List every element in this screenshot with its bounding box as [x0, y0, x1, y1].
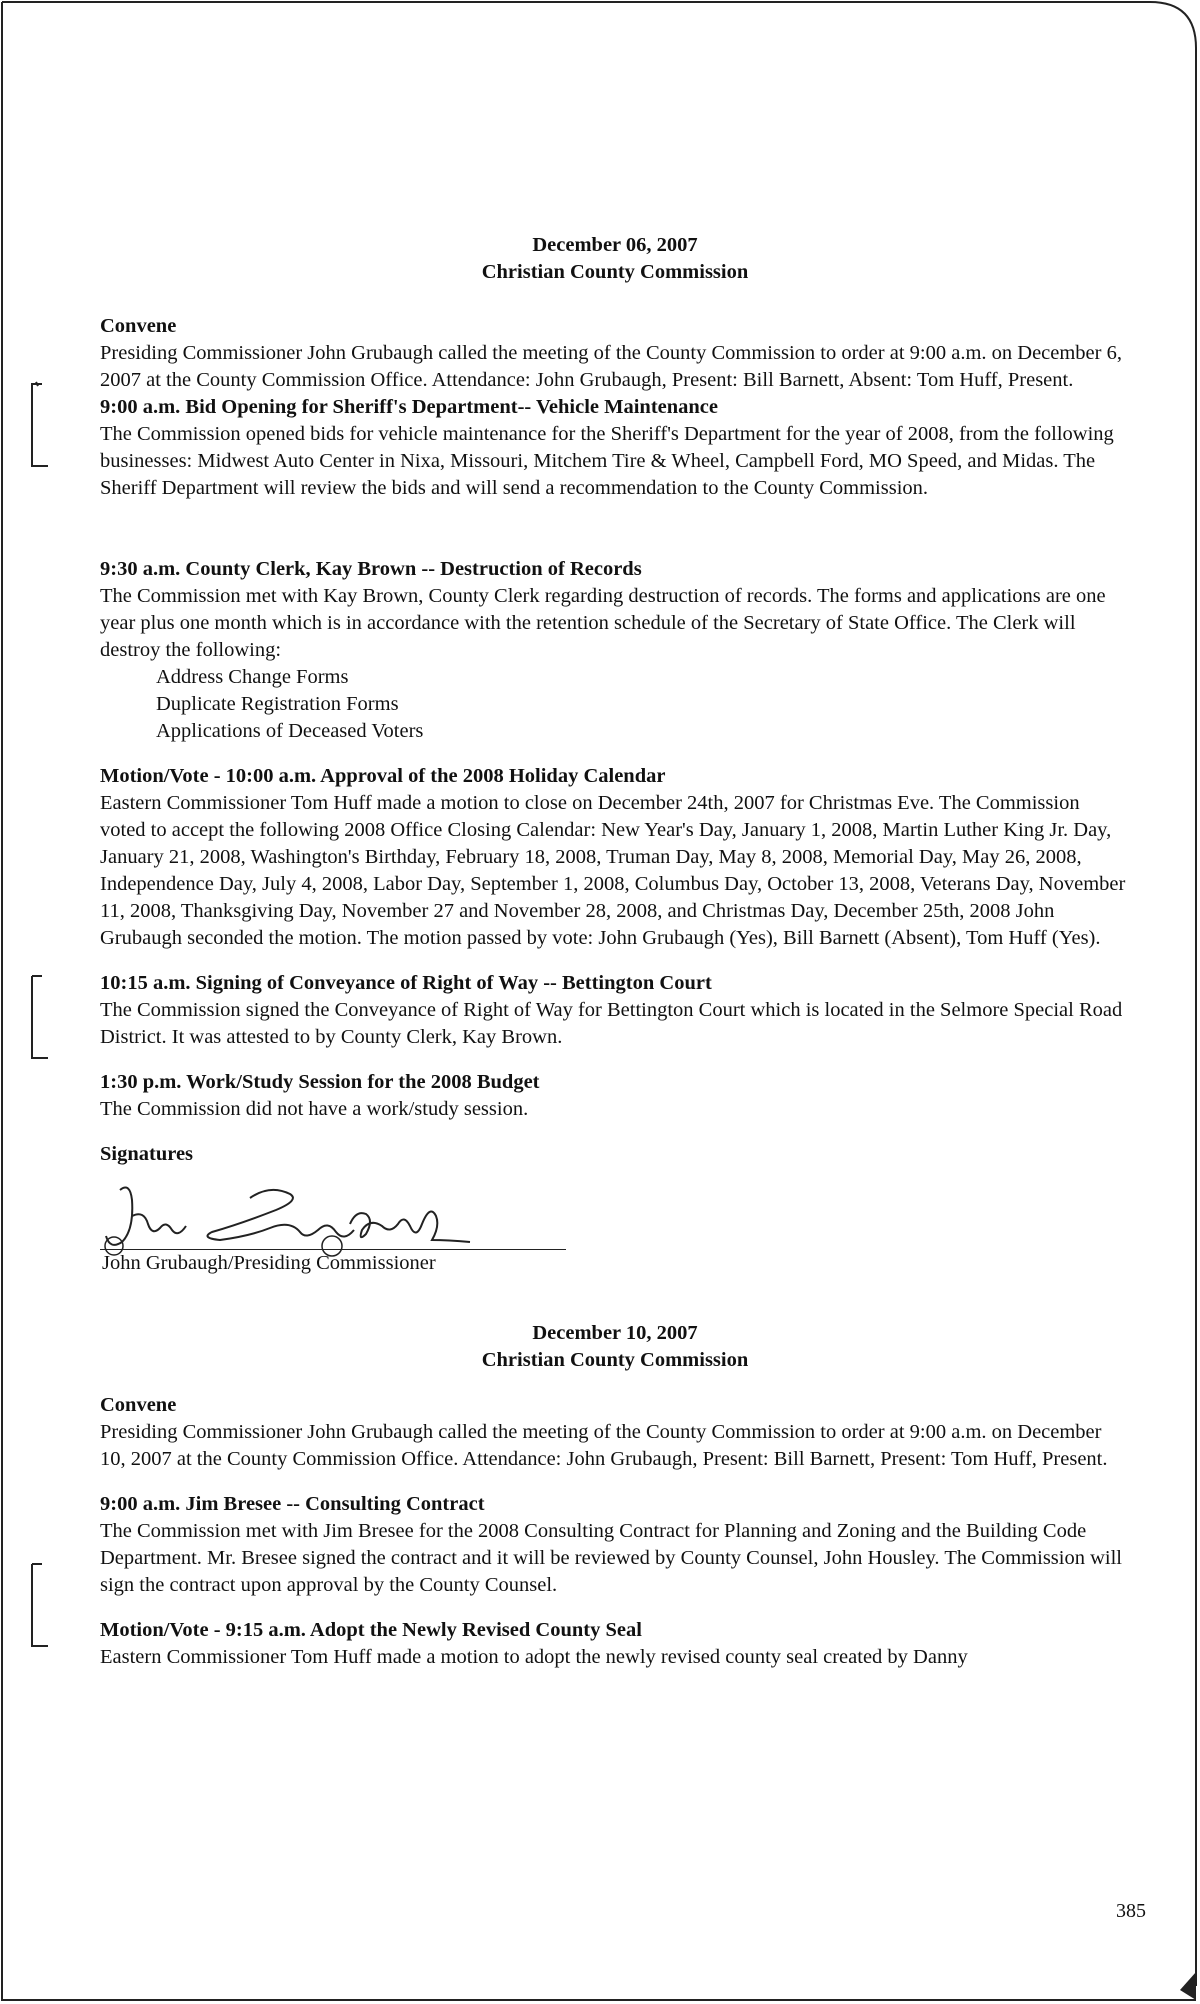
- binder-tab-mark: [28, 972, 50, 1060]
- list-item: Address Change Forms: [156, 666, 349, 688]
- section-body: Eastern Commissioner Tom Huff made a motion to adopt the newly revised county seal created by Danny: [100, 1646, 968, 1668]
- signature-caption: John Grubaugh/Presiding Commissioner: [102, 1252, 436, 1274]
- section-convene: [100, 1392, 1130, 1473]
- section-convene: [100, 313, 1130, 394]
- section-title: Motion/Vote - 9:15 a.m. Adopt the Newly Revised County Seal: [100, 1619, 642, 1641]
- section-body: The Commission met with Jim Bresee for the 2008 Consulting Contract for Planning and Zoning and the Building Code Department. Mr. Bresee signed the contract and it will be reviewed by County Counsel, John Housley. The Commission will sign the contract upon approval by the County Counsel.: [100, 1520, 1122, 1596]
- meeting2-header: [100, 1320, 1130, 1374]
- section-title: 9:00 a.m. Jim Bresee -- Consulting Contract: [100, 1493, 485, 1515]
- section-destruction-of-records: [100, 556, 1130, 745]
- binder-tab-mark: [28, 1560, 50, 1648]
- page-number: 385: [1116, 1900, 1146, 1922]
- section-body: Presiding Commissioner John Grubaugh called the meeting of the County Commission to order at 9:00 a.m. on December 6, 2007 at the County Commission Office. Attendance: John Grubaugh, Present: Bill Barnett, Absent: Tom Huff, Present.: [100, 342, 1122, 391]
- meeting1-header: [100, 232, 1130, 286]
- section-right-of-way: [100, 970, 1130, 1051]
- handwritten-signature: [100, 1180, 480, 1260]
- list-item: Duplicate Registration Forms: [156, 693, 399, 715]
- records-list: [156, 664, 1130, 745]
- section-title: 9:00 a.m. Bid Opening for Sheriff's Department-- Vehicle Maintenance: [100, 396, 718, 418]
- meeting-date: December 06, 2007: [532, 234, 698, 256]
- section-body: The Commission signed the Conveyance of Right of Way for Bettington Court which is located in the Selmore Special Road District. It was attested to by County Clerk, Kay Brown.: [100, 999, 1123, 1048]
- section-body: The Commission opened bids for vehicle maintenance for the Sheriff's Department for the year of 2008, from the following businesses: Midwest Auto Center in Nixa, Missouri, Mitchem Tire & Wheel, Campbell Ford, MO Speed, and Midas. The Sheriff Department will review the bids and will send a recommendation to the County Commission.: [100, 423, 1114, 499]
- section-holiday-calendar: [100, 763, 1130, 952]
- section-title: 10:15 a.m. Signing of Conveyance of Right of Way -- Bettington Court: [100, 972, 712, 994]
- list-item: Applications of Deceased Voters: [156, 720, 424, 742]
- signatures-title: Signatures: [100, 1143, 194, 1165]
- section-body: The Commission met with Kay Brown, County Clerk regarding destruction of records. The forms and applications are one year plus one month which is in accordance with the retention schedule of the Secretary of State Office. The Clerk will destroy the following:: [100, 585, 1106, 661]
- section-title: Convene: [100, 1394, 177, 1416]
- section-bid-opening: [100, 394, 1130, 502]
- meeting-org: Christian County Commission: [481, 1349, 749, 1371]
- meeting-org: Christian County Commission: [481, 261, 749, 283]
- section-budget-session: [100, 1069, 1130, 1123]
- section-consulting-contract: [100, 1491, 1130, 1599]
- section-county-seal: [100, 1617, 1130, 1671]
- section-signatures: [100, 1141, 1130, 1278]
- binder-tab-mark: [28, 380, 50, 468]
- section-title: 9:30 a.m. County Clerk, Kay Brown -- Destruction of Records: [100, 558, 642, 580]
- section-title: Motion/Vote - 10:00 a.m. Approval of the 2008 Holiday Calendar: [100, 765, 666, 787]
- section-body: Eastern Commissioner Tom Huff made a motion to close on December 24th, 2007 for Christmas Eve. The Commission voted to accept the following 2008 Office Closing Calendar: New Year's Day, January 1, 2008, Martin Luther King Jr. Day, January 21, 2008, Washington's Birthday, February 18, 2008, Truman Day, May 8, 2008, Memorial Day, May 26, 2008, Independence Day, July 4, 2008, Labor Day, September 1, 2008, Columbus Day, October 13, 2008, Veterans Day, November 11, 2008, Thanksgiving Day, November 27 and November 28, 2008, and Christmas Day, December 25th, 2008 John Grubaugh seconded the motion. The motion passed by vote: John Grubaugh (Yes), Bill Barnett (Absent), Tom Huff (Yes).: [100, 792, 1126, 949]
- section-body: Presiding Commissioner John Grubaugh called the meeting of the County Commission to order at 9:00 a.m. on December 10, 2007 at the County Commission Office. Attendance: John Grubaugh, Present: Bill Barnett, Present: Tom Huff, Present.: [100, 1421, 1108, 1470]
- section-title: Convene: [100, 315, 177, 337]
- section-body: The Commission did not have a work/study session.: [100, 1098, 529, 1120]
- signature-block: [100, 1168, 1130, 1278]
- section-title: 1:30 p.m. Work/Study Session for the 2008 Budget: [100, 1071, 540, 1093]
- meeting-date: December 10, 2007: [532, 1322, 698, 1344]
- document-body: [100, 232, 1130, 1671]
